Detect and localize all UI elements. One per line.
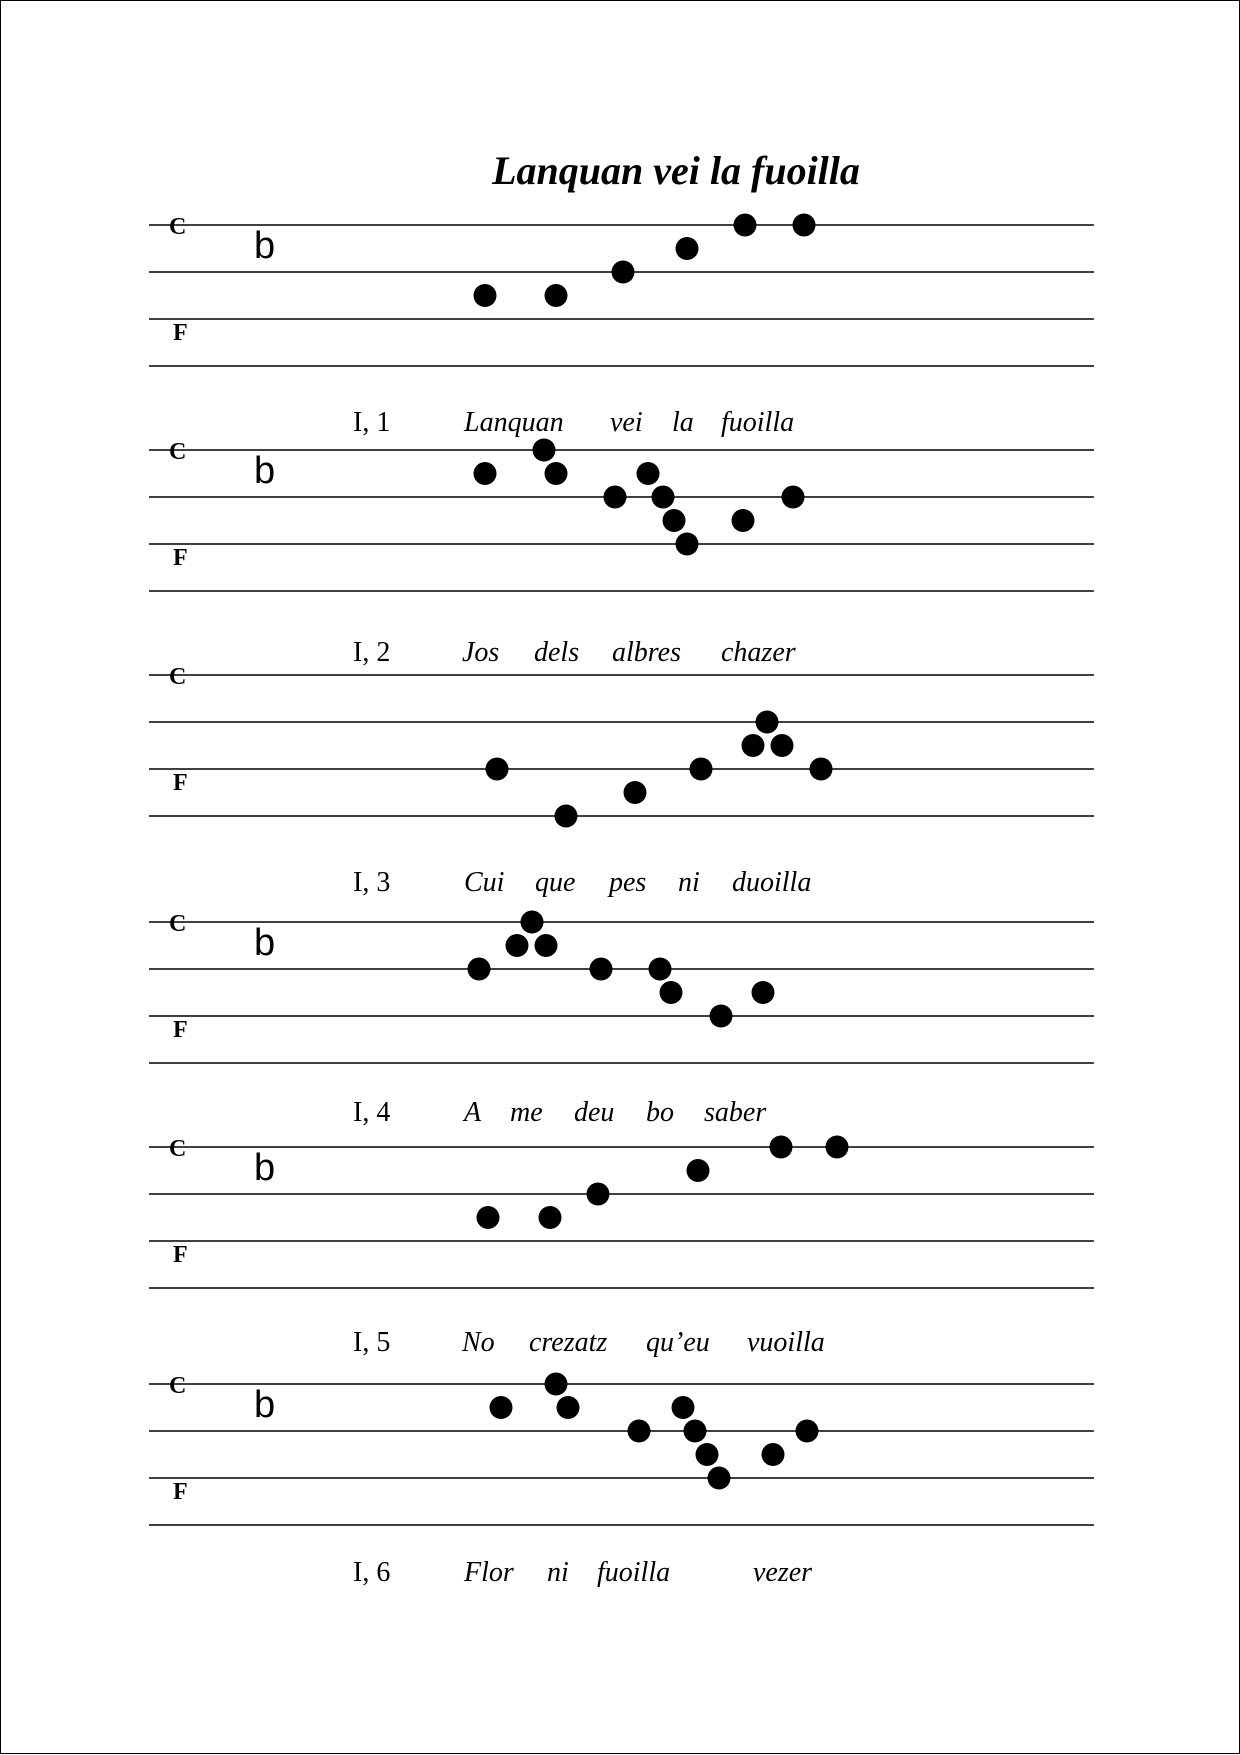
neume-note bbox=[771, 734, 794, 757]
staff-I-4 bbox=[149, 1136, 1094, 1289]
neume-note bbox=[687, 1159, 710, 1182]
neume-note bbox=[533, 439, 556, 462]
lyric-word: qu’eu bbox=[646, 1327, 710, 1358]
neume-note bbox=[762, 1443, 785, 1466]
f-clef: F bbox=[173, 1479, 188, 1505]
lyric-word: chazer bbox=[721, 637, 796, 668]
staff-I-1 bbox=[149, 439, 1094, 592]
c-clef: C bbox=[169, 664, 187, 690]
neume-note bbox=[612, 261, 635, 284]
verse-label-1: I, 1 bbox=[353, 407, 391, 438]
neume-note bbox=[652, 486, 675, 509]
neume-note bbox=[539, 1206, 562, 1229]
neume-note bbox=[506, 934, 529, 957]
lyric-word: fuoilla bbox=[721, 407, 795, 438]
neume-note bbox=[672, 1396, 695, 1419]
lyric-word: deu bbox=[574, 1097, 615, 1128]
neume-note bbox=[796, 1420, 819, 1443]
neume-note bbox=[587, 1183, 610, 1206]
f-clef: F bbox=[173, 320, 188, 346]
lyric-word: No bbox=[462, 1327, 495, 1358]
neume-note bbox=[649, 958, 672, 981]
lyric-word: A bbox=[464, 1097, 482, 1128]
neume-note bbox=[676, 533, 699, 556]
verse-label-4: I, 4 bbox=[353, 1097, 391, 1128]
lyric-word: albres bbox=[612, 637, 681, 668]
neume-note bbox=[782, 486, 805, 509]
f-clef: F bbox=[173, 770, 188, 796]
lyric-word: vei bbox=[610, 407, 643, 438]
neume-note bbox=[734, 214, 757, 237]
lyric-word: pes bbox=[609, 867, 647, 898]
c-clef: C bbox=[169, 911, 187, 937]
lyric-word: crezatz bbox=[529, 1327, 608, 1358]
lyric-word: fuoilla bbox=[597, 1557, 671, 1588]
neume-note bbox=[793, 214, 816, 237]
f-clef: F bbox=[173, 545, 188, 571]
lyric-word: bo bbox=[646, 1097, 674, 1128]
neume-note bbox=[474, 284, 497, 307]
neume-note bbox=[490, 1396, 513, 1419]
staff-incipit bbox=[149, 214, 1094, 367]
neume-note bbox=[810, 758, 833, 781]
lyric-word: me bbox=[510, 1097, 543, 1128]
neume-note bbox=[696, 1443, 719, 1466]
neume-note bbox=[545, 1373, 568, 1396]
neume-note bbox=[486, 758, 509, 781]
lyric-word: ni bbox=[547, 1557, 569, 1588]
verse-label-2: I, 2 bbox=[353, 637, 391, 668]
c-clef: C bbox=[169, 214, 187, 240]
lyric-word: Jos bbox=[462, 637, 500, 668]
lyric-word: duoilla bbox=[732, 867, 812, 898]
neume-note bbox=[710, 1005, 733, 1028]
lyric-word: vezer bbox=[753, 1557, 813, 1588]
neume-note bbox=[545, 284, 568, 307]
c-clef: C bbox=[169, 1373, 187, 1399]
lyric-word: vuoilla bbox=[747, 1327, 825, 1358]
lyric-word: ni bbox=[678, 867, 700, 898]
lyric-word: Flor bbox=[464, 1557, 514, 1588]
staff-I-2 bbox=[149, 664, 1094, 828]
neume-note bbox=[545, 462, 568, 485]
neume-note bbox=[590, 958, 613, 981]
neume-note bbox=[555, 805, 578, 828]
neume-note bbox=[663, 509, 686, 532]
neume-note bbox=[521, 911, 544, 934]
staff-I-5 bbox=[149, 1373, 1094, 1526]
neume-note bbox=[770, 1136, 793, 1159]
neume-note bbox=[477, 1206, 500, 1229]
neume-note bbox=[684, 1420, 707, 1443]
verse-label-5: I, 5 bbox=[353, 1327, 391, 1358]
flat-sign: b bbox=[254, 1384, 276, 1426]
verse-label-3: I, 3 bbox=[353, 867, 391, 898]
song-title: Lanquan vei la fuoilla bbox=[492, 148, 860, 193]
neume-note bbox=[676, 237, 699, 260]
lyric-word: dels bbox=[534, 637, 580, 668]
lyric-word: saber bbox=[704, 1097, 767, 1128]
lyric-word: Lanquan bbox=[464, 407, 564, 438]
neume-note bbox=[660, 981, 683, 1004]
neume-note bbox=[468, 958, 491, 981]
flat-sign: b bbox=[254, 1147, 276, 1189]
neume-note bbox=[690, 758, 713, 781]
flat-sign: b bbox=[254, 225, 276, 267]
neume-note bbox=[637, 462, 660, 485]
lyric-word: la bbox=[672, 407, 694, 438]
f-clef: F bbox=[173, 1242, 188, 1268]
neume-note bbox=[474, 462, 497, 485]
neume-note bbox=[756, 711, 779, 734]
c-clef: C bbox=[169, 1136, 187, 1162]
lyric-word: Cui bbox=[464, 867, 505, 898]
c-clef: C bbox=[169, 439, 187, 465]
neume-note bbox=[708, 1467, 731, 1490]
staff-I-3 bbox=[149, 911, 1094, 1064]
flat-sign: b bbox=[254, 922, 276, 964]
neume-note bbox=[535, 934, 558, 957]
neume-note bbox=[732, 509, 755, 532]
neume-note bbox=[557, 1396, 580, 1419]
neume-note bbox=[826, 1136, 849, 1159]
neume-note bbox=[604, 486, 627, 509]
verse-label-6: I, 6 bbox=[353, 1557, 391, 1588]
neume-note bbox=[752, 981, 775, 1004]
flat-sign: b bbox=[254, 450, 276, 492]
lyric-word: que bbox=[535, 867, 576, 898]
neume-note bbox=[624, 781, 647, 804]
neume-note bbox=[628, 1420, 651, 1443]
neume-note bbox=[742, 734, 765, 757]
f-clef: F bbox=[173, 1017, 188, 1043]
